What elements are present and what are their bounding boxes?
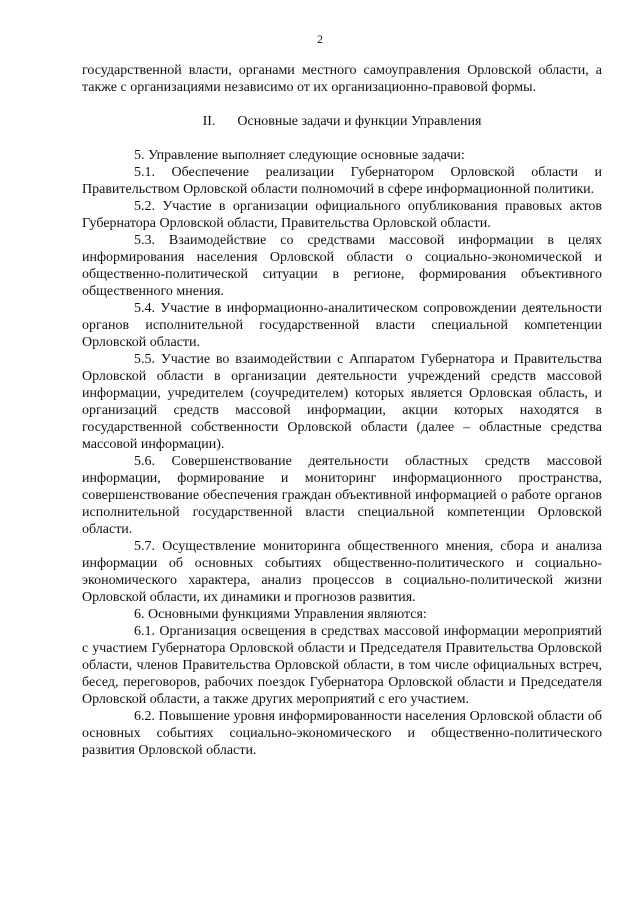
paragraph-5-5: 5.5. Участие во взаимодействии с Аппаратом Губернатора и Правительства Орловской области в организации деятельности учреждений средств массовой информации, учредителем (соучредителем) которых является Орловская область, и организаций средств массовой информации, акции которых находятся в государственной собственности Орловской области (далее – областные средства массовой информации). xyxy=(82,352,602,452)
paragraph-5-7: 5.7. Осуществление мониторинга общественного мнения, сбора и анализа информации об основных событиях общественно-политического и социально-экономического характера, анализ процессов в социально-политической жизни Орловской области, их динамики и прогнозов развития. xyxy=(82,539,602,605)
section-heading xyxy=(82,113,602,130)
page-number: 2 xyxy=(317,32,323,46)
paragraph-5-4: 5.4. Участие в информационно-аналитическом сопровождении деятельности органов исполнительной государственной власти специальной компетенции Орловской области. xyxy=(82,301,602,350)
paragraph-5-2: 5.2. Участие в организации официального опубликования правовых актов Губернатора Орловской области, Правительства Орловской области. xyxy=(82,199,602,231)
paragraph-6-2: 6.2. Повышение уровня информированности населения Орловской области об основных событиях социально-экономического и общественно-политического развития Орловской области. xyxy=(82,709,602,758)
paragraph-5-1: 5.1. Обеспечение реализации Губернатором Орловской области и Правительством Орловской области полномочий в сфере информационной политики. xyxy=(82,165,602,197)
document-body xyxy=(82,62,602,759)
intro-paragraph: государственной власти, органами местного самоуправления Орловской области, а также с организациями независимо от их организационно-правовой формы. xyxy=(82,63,602,95)
paragraph-5-6: 5.6. Совершенствование деятельности областных средств массовой информации, формирование и мониторинг информационного пространства, совершенствование обеспечения граждан объективной информацией о работе органов исполнительной государственной власти специальной компетенции Орловской области. xyxy=(82,454,602,537)
paragraph-6: 6. Основными функциями Управления являются: xyxy=(134,607,427,622)
paragraph-6-1: 6.1. Организация освещения в средствах массовой информации мероприятий с участием Губернатора Орловской области и Председателя Правительства Орловской области, членов Правительства Орловской области, в том числе официальных встреч, бесед, переговоров, рабочих поездок Губернатора Орловской области и Председателя Орловской области, а также других мероприятий с его участием. xyxy=(82,624,602,707)
paragraph-5: 5. Управление выполняет следующие основные задачи: xyxy=(134,148,465,163)
section-number: II. xyxy=(202,114,216,129)
paragraph-5-3: 5.3. Взаимодействие со средствами массовой информации в целях информирования населения Орловской области о социально-экономической и общественно-политической ситуации в регионе, формирования объективного общественного мнения. xyxy=(82,233,602,299)
section-title: Основные задачи и функции Управления xyxy=(237,114,482,129)
